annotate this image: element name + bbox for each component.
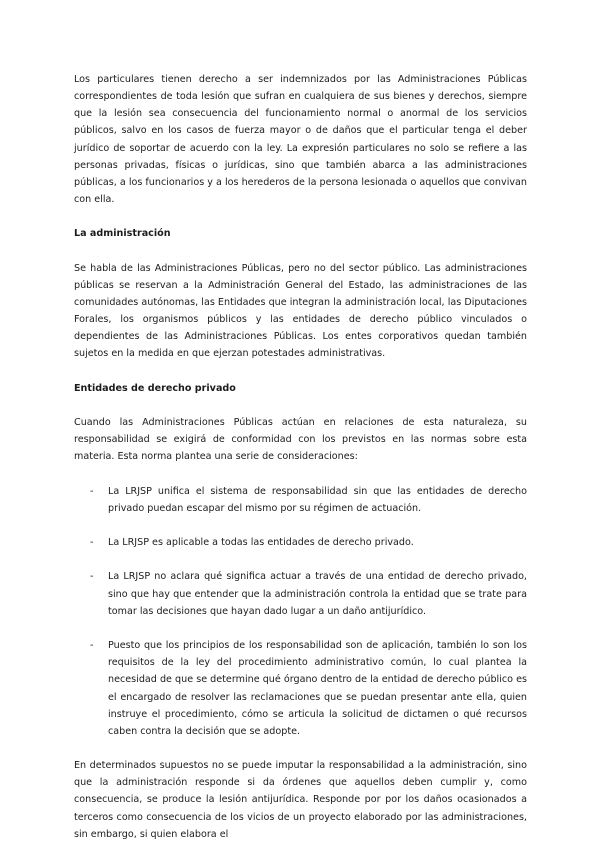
dash-bullet: - [90,640,94,652]
section-heading-administracion: La administración [74,228,171,240]
dash-bullet: - [90,571,94,583]
dash-bullet: - [90,537,94,549]
list-item [90,568,527,619]
list-item [90,483,527,517]
list-item [90,637,527,740]
intro-paragraph: Los particulares tienen derecho a ser indemnizados por las Administraciones Públicas correspondientes de toda lesión que sufran en cualquiera de sus bienes y derechos, siempre que la lesión sea consecuencia del funcionamiento normal o anormal de los servicios públicos, salvo en los casos de fuerza mayor o de daños que el particular tenga el deber jurídico de soportar de acuerdo con la ley. La expresión particulares no solo se refiere a las personas privadas, físicas o jurídicas, sino que también abarca a las administraciones públicas, a los funcionarios y a los herederos de la persona lesionada o aquellos que convivan con ella. [74,74,527,206]
section-heading-entidades: Entidades de derecho privado [74,382,236,394]
closing-paragraph: En determinados supuestos no se puede imputar la responsabilidad a la administración, sino que la administración responde si da órdenes que aquellos deben cumplir y, como consecuencia, se produce la lesión antijurídica. Responde por por los daños ocasionados a terceros como consecuencia de los vicios de un proyecto elaborado por las administraciones, sin embargo, si quien elabora el [74,760,527,840]
entidades-paragraph: Cuando las Administraciones Públicas actúan en relaciones de esta naturaleza, su responsabilidad se exigirá de conformidad con los previstos en las normas sobre esta materia. Esta norma plantea una serie de consideraciones: [74,417,527,463]
list-item-text: Puesto que los principios de los responsabilidad son de aplicación, también lo son los requisitos de la ley del procedimiento administrativo común, lo cual plantea la necesidad de que se determine qué órgano dentro de la entidad de derecho público es el encargado de resolver las reclamaciones que se puedan presentar ante ella, quien instruye el procedimiento, cómo se articula la solicitud de dictamen o qué recursos caben contra la decisión que se adopte. [108,640,527,737]
administracion-paragraph: Se habla de las Administraciones Públicas, pero no del sector público. Las administraciones públicas se reservan a la Administración General del Estado, las administraciones de las comunidades autónomas, las Entidades que integran la administración local, las Diputaciones Forales, los organismos públicos y las entidades de derecho público vinculados o dependientes de las Administraciones Públicas. Los entes corporativos quedan también sujetos en la medida en que ejerzan potestades administrativas. [74,262,527,360]
list-item-text: La LRJSP unifica el sistema de responsabilidad sin que las entidades de derecho privado puedan escapar del mismo por su régimen de actuación. [108,485,527,514]
dash-bullet: - [90,485,94,497]
list-item [90,534,527,551]
list-item-text: La LRJSP no aclara qué significa actuar a través de una entidad de derecho privado, sino que hay que entender que la administración controla la entidad que se trate para tomar las decisiones que hayan dado lugar a un daño antijurídico. [108,571,527,617]
considerations-list [74,483,527,740]
document-body [74,71,527,843]
list-item-text: La LRJSP es aplicable a todas las entidades de derecho privado. [108,537,414,549]
